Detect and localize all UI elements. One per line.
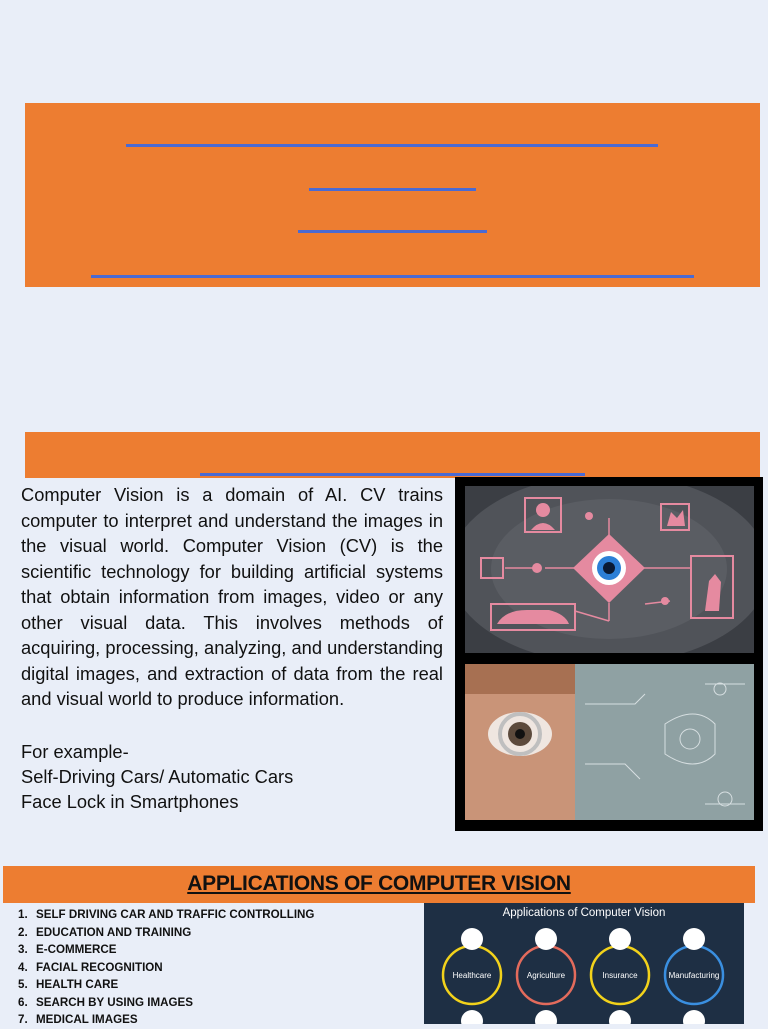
header-rule [91,275,694,278]
list-item: 6. SEARCH BY USING IMAGES [18,995,193,1009]
example-item: Face Lock in Smartphones [21,791,239,812]
infographic-rings [424,903,744,1024]
section-banner [25,432,760,478]
infographic-ring-label: Manufacturing [668,971,720,980]
applications-title: APPLICATIONS OF COMPUTER VISION [187,872,571,895]
header-rule [126,144,658,147]
example-heading: For example- [21,741,129,762]
header-banner [25,103,760,287]
list-item: 1. SELF DRIVING CAR AND TRAFFIC CONTROLLING [18,908,315,921]
list-item: 7. MEDICAL IMAGES [18,1013,138,1026]
header-rule [309,188,476,191]
infographic-ring-label: Insurance [602,971,638,980]
intro-paragraph: Computer Vision is a domain of AI. CV trains computer to interpret and understand the images in the visual world. Computer Vision (CV) is the scientific technology for building artificial systems that obtain information from images, video or any other visual data. This involves methods of acquiring, processing, analyzing, and understanding digital images, and extraction of data from the real and visual world to produce information. [21,484,443,709]
cv-diagram-graphic [465,486,754,653]
list-item: 5. HEALTH CARE [18,978,119,991]
cv-diagram-image [465,486,754,653]
example-item: Self-Driving Cars/ Automatic Cars [21,766,294,787]
infographic-ring-label: Healthcare [452,971,492,980]
applications-list [18,906,314,1029]
infographic-icon [683,1010,705,1024]
section-rule [200,473,585,476]
face-scan-graphic [465,664,754,820]
infographic-icon [609,1010,631,1024]
header-rule [298,230,487,233]
list-item: 2. EDUCATION AND TRAINING [18,925,192,939]
applications-infographic [424,903,744,1024]
infographic-icon [535,1010,557,1024]
list-item: 4. FACIAL RECOGNITION [18,960,163,974]
infographic-icon [535,928,557,950]
infographic-ring-label: Agriculture [526,971,566,980]
face-scan-image [465,664,754,820]
infographic-title: Applications of Computer Vision [502,907,666,919]
infographic-icon [461,928,483,950]
infographic-icon [461,1010,483,1024]
infographic-icon [609,928,631,950]
infographic-icon [683,928,705,950]
list-item: 3. E-COMMERCE [18,943,117,956]
